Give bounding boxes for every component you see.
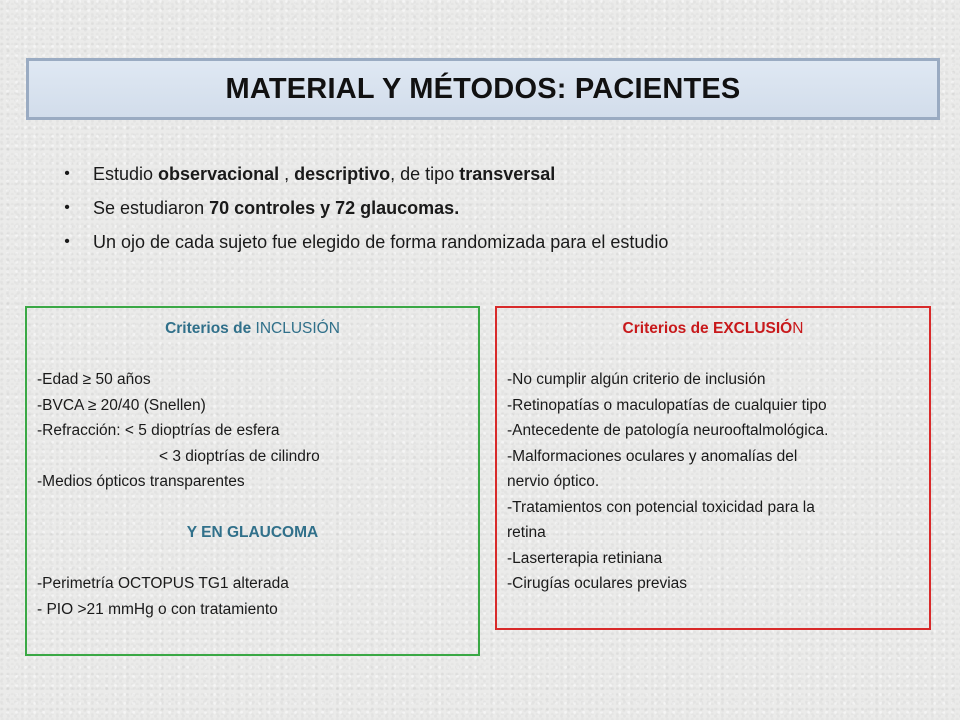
text-segment-bold: 70 controles y 72 glaucomas. xyxy=(209,198,460,218)
text-segment: , xyxy=(279,164,295,184)
text-segment-bold: descriptivo xyxy=(294,164,391,184)
text-segment: Estudio xyxy=(93,164,159,184)
exclusion-criteria-box xyxy=(495,306,931,630)
bullet-text xyxy=(93,198,459,218)
inclusion-heading xyxy=(37,316,468,342)
glaucoma-heading: Y EN GLAUCOMA xyxy=(186,524,319,541)
text-segment-bold: transversal xyxy=(459,164,556,184)
spacer xyxy=(37,342,468,368)
bullet-icon: • xyxy=(64,199,70,216)
criteria-item: -Malformaciones oculares y anomalías del xyxy=(507,447,798,465)
criteria-item: -Refracción: < 5 dioptrías de esfera xyxy=(37,422,280,439)
bullet-text xyxy=(93,232,668,252)
criteria-item: < 3 dioptrías de cilindro xyxy=(159,447,320,465)
criteria-item: -Retinopatías o maculopatías de cualquier tipo xyxy=(507,396,827,414)
criteria-item: -BVCA ≥ 20/40 (Snellen) xyxy=(37,396,206,414)
heading-caps: INCLUSIÓN xyxy=(255,320,340,337)
text-segment: , de tipo xyxy=(390,164,460,184)
criteria-item: -Medios ópticos transparentes xyxy=(37,473,245,490)
bullet-icon: • xyxy=(64,233,70,250)
spacer xyxy=(37,495,468,521)
bullet-text xyxy=(93,164,555,184)
heading-prefix: Criterios de xyxy=(165,320,256,337)
heading-prefix: Criterios de EXCLUSIÓ xyxy=(622,320,793,337)
bullet-list xyxy=(60,160,668,262)
criteria-item: retina xyxy=(507,524,546,541)
text-segment: Se estudiaron xyxy=(93,198,210,218)
bullet-item xyxy=(60,194,668,228)
criteria-item: - PIO >21 mmHg o con tratamiento xyxy=(37,600,278,618)
heading-caps: N xyxy=(792,320,804,337)
criteria-item: -Edad ≥ 50 años xyxy=(37,371,151,388)
exclusion-heading xyxy=(507,316,919,342)
criteria-item: -No cumplir algún criterio de inclusión xyxy=(507,371,766,388)
bullet-item xyxy=(60,228,668,262)
spacer xyxy=(37,546,468,572)
title-banner xyxy=(26,58,940,120)
text-segment: Un ojo de cada sujeto fue elegido de forma randomizada para el estudio xyxy=(93,232,669,252)
criteria-item: -Perimetría OCTOPUS TG1 alterada xyxy=(37,575,289,592)
criteria-item: -Cirugías oculares previas xyxy=(507,575,688,592)
bullet-item xyxy=(60,160,668,194)
criteria-item: -Tratamientos con potencial toxicidad para la xyxy=(507,498,815,516)
criteria-item: nervio óptico. xyxy=(507,473,600,490)
text-segment-bold: observacional xyxy=(158,164,280,184)
bullet-icon: • xyxy=(64,165,70,182)
criteria-item: -Antecedente de patología neurooftalmológica. xyxy=(507,422,829,439)
inclusion-criteria-box xyxy=(25,306,480,656)
page-title: MATERIAL Y MÉTODOS: PACIENTES xyxy=(225,72,741,105)
spacer xyxy=(507,342,919,368)
criteria-item: -Laserterapia retiniana xyxy=(507,549,663,567)
